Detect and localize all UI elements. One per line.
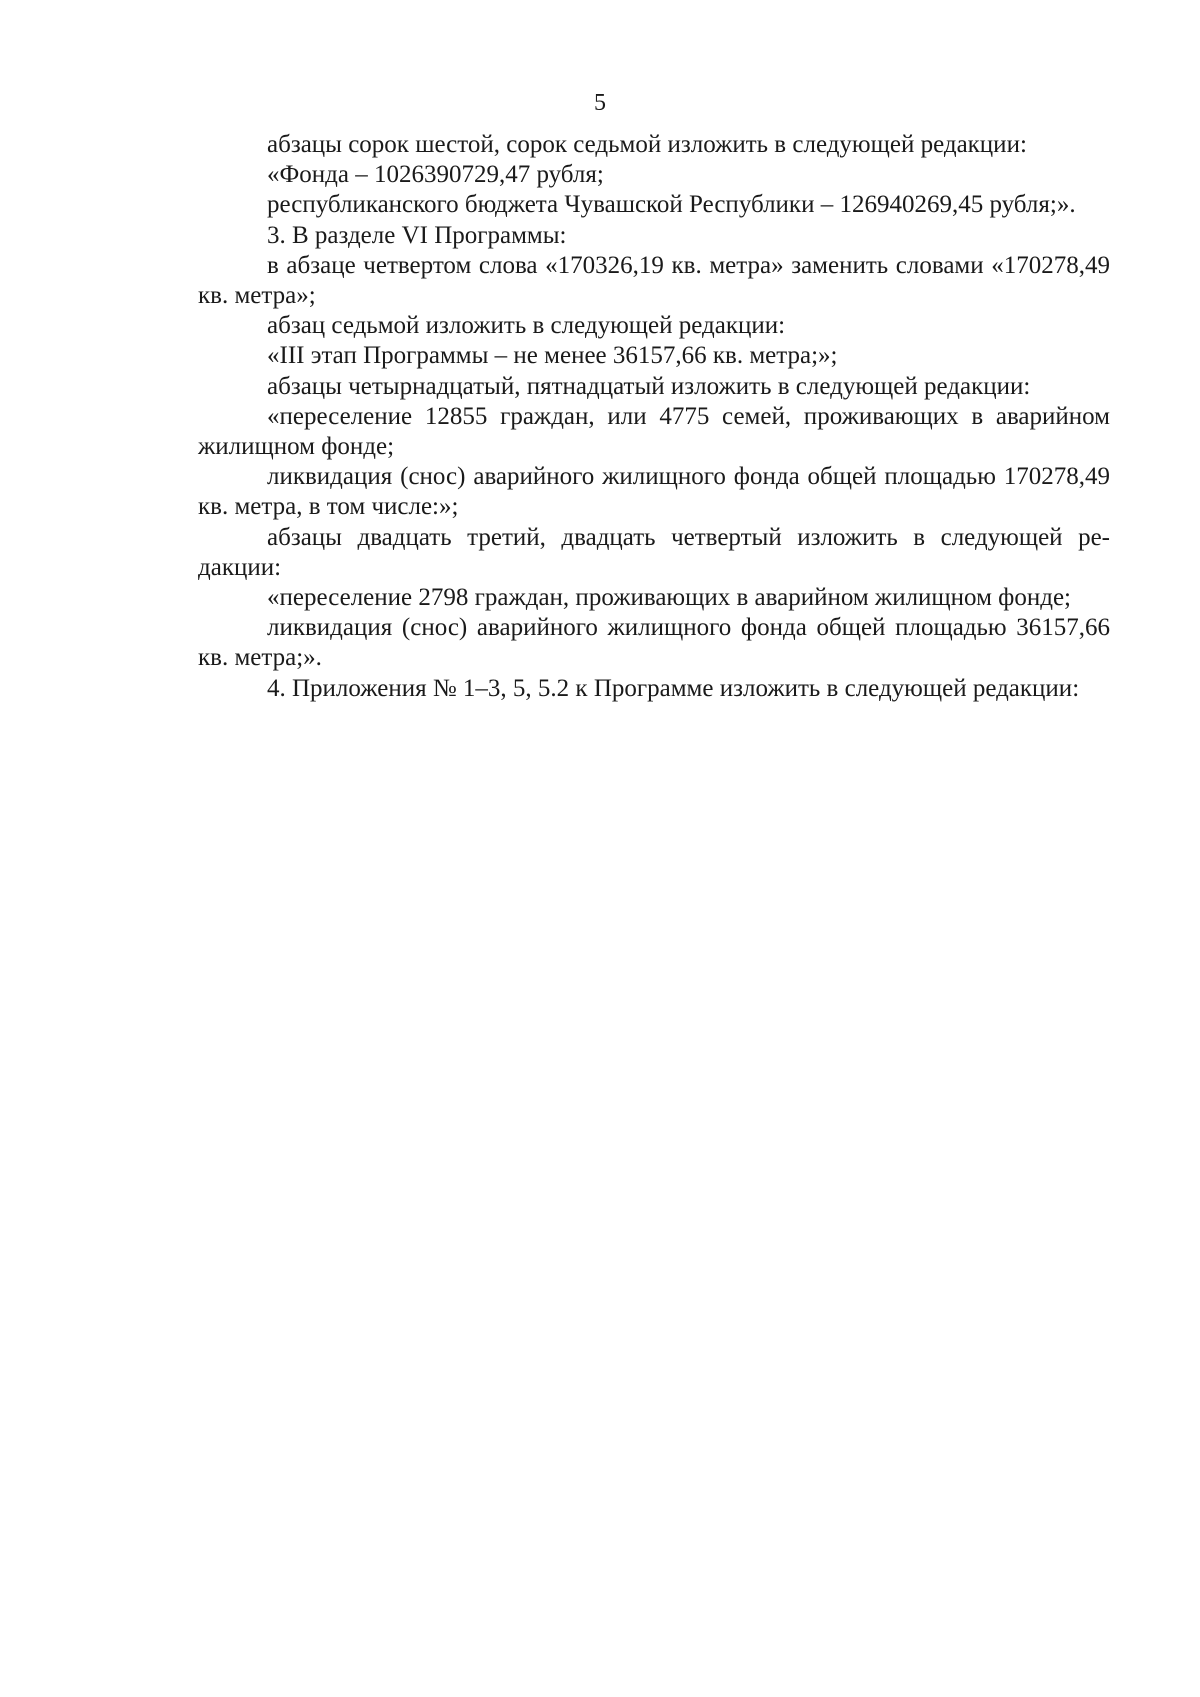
document-body: [198, 130, 1110, 704]
paragraph-3: республиканского бюджета Чувашской Республики – 126940269,45 рубля;».: [267, 191, 1076, 219]
paragraph-13: ликвидация (снос) аварийного жилищного фонда общей площадью 36157,66 кв. метра;».: [198, 614, 1110, 672]
paragraph-2: «Фонда – 1026390729,47 рубля;: [267, 161, 604, 189]
paragraph-9: «переселение 12855 граждан, или 4775 семей, проживающих в аварийном жилищном фонде;: [198, 402, 1110, 461]
section-3-heading: 3. В разделе VI Программы:: [267, 221, 567, 249]
paragraph-8: абзацы четырнадцатый, пятнадцатый изложить в следующей редакции:: [267, 372, 1031, 400]
paragraph-12: «переселение 2798 граждан, проживающих в аварийном жилищном фонде;: [267, 584, 1071, 612]
paragraph-7: «III этап Программы – не менее 36157,66 кв. метра;»;: [267, 342, 838, 370]
paragraph-5: в абзаце четвертом слова «170326,19 кв. метра» заменить словами «170278,49 кв. метра»;: [198, 251, 1110, 310]
page-number: 5: [594, 90, 606, 116]
paragraph-11: абзацы двадцать третий, двадцать четвертый изложить в следующей редакции:: [198, 523, 1110, 581]
paragraph-1: абзацы сорок шестой, сорок седьмой изложить в следующей редакции:: [267, 131, 1027, 158]
paragraph-10: ликвидация (снос) аварийного жилищного фонда общей площадью 170278,49 кв. метра, в том числе:»;: [198, 463, 1110, 521]
section-4-paragraph: 4. Приложения № 1–3, 5, 5.2 к Программе изложить в следующей редакции:: [267, 674, 1080, 702]
paragraph-6: абзац седьмой изложить в следующей редакции:: [267, 312, 786, 340]
